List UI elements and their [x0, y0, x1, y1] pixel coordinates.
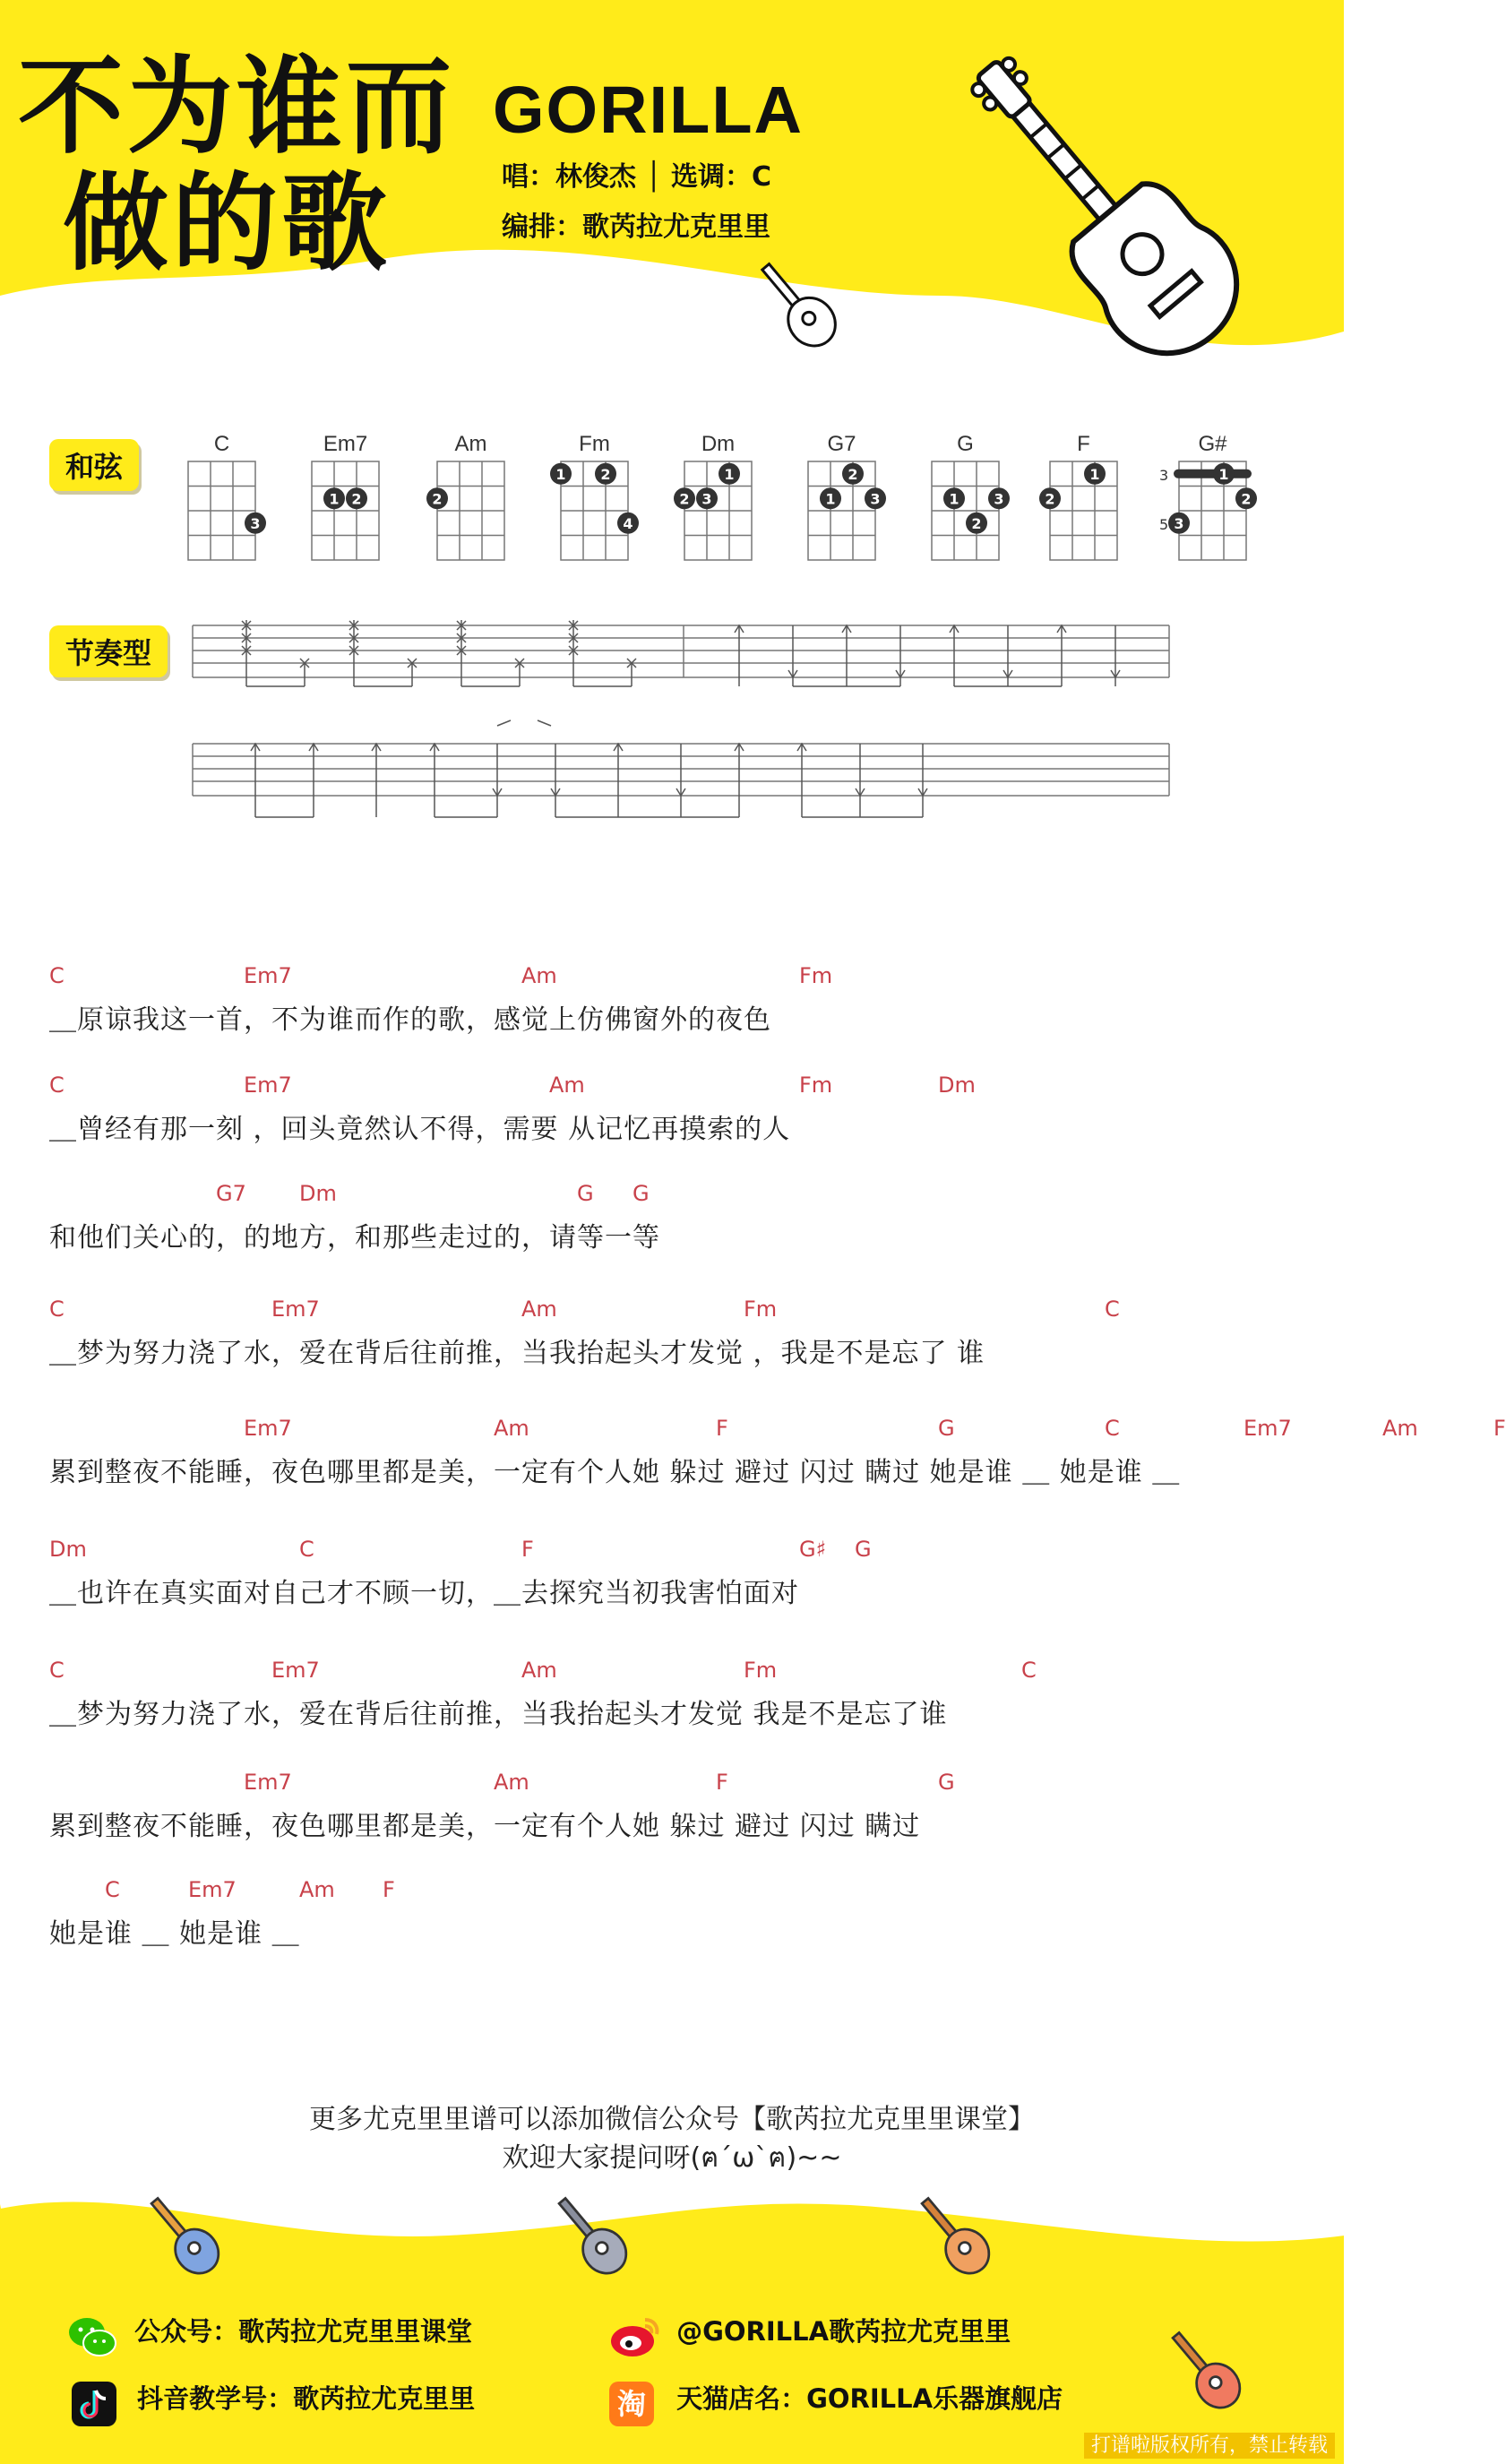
brand-name: GORILLA [493, 73, 804, 147]
chord-marker: Am [549, 1073, 585, 1098]
chord-marker: Em7 [271, 1658, 320, 1683]
brand-logo [493, 72, 804, 148]
finger-number: 3 [250, 514, 261, 532]
lyric-line [49, 1770, 1321, 1841]
lyric-line [49, 963, 1321, 1035]
lyric-text: 她是谁 ＿ 她是谁 ＿ [49, 1918, 300, 1950]
finger-number: 1 [949, 490, 960, 508]
finger-number: 2 [848, 465, 858, 483]
chord-g7 [808, 432, 886, 560]
chord-marker: G [855, 1537, 872, 1562]
finger-number: 3 [1174, 514, 1184, 532]
chord-marker: Fm [744, 1658, 778, 1683]
finger-number: 1 [724, 465, 735, 483]
chord-name: G [957, 432, 974, 456]
rhythm-section-label: 节奏型 [49, 625, 168, 677]
chord-marker: Am [1382, 1416, 1418, 1441]
chord-marker: Am [494, 1416, 529, 1441]
blue-ukulele-icon [134, 2186, 233, 2285]
finger-number: 3 [994, 490, 1004, 508]
rhythm-notation [0, 609, 1344, 842]
chord-marker: Am [521, 1658, 557, 1683]
fret-number: 5 [1159, 515, 1169, 533]
chord-marker: Am [521, 1297, 557, 1322]
chord-fm [550, 432, 639, 560]
chord-marker: Fm [799, 1073, 833, 1098]
chord-marker: G [633, 1181, 650, 1206]
finger-number: 2 [679, 490, 690, 508]
finger-number: 1 [1218, 465, 1229, 483]
wechat-label: 公众号：歌芮拉尤克里里课堂 [134, 2316, 473, 2347]
chord-c [188, 432, 266, 560]
chord-em7 [312, 432, 379, 560]
chord-marker: Em7 [271, 1297, 320, 1322]
wechat-icon [67, 2314, 117, 2359]
lyric-text: ＿原谅我这一首，不为谁而作的歌，感觉上仿佛窗外的夜色 [49, 1004, 771, 1036]
chord-marker: F [1493, 1416, 1506, 1441]
taobao-icon: 淘 [609, 2382, 654, 2426]
chord-marker: C [49, 1658, 65, 1683]
chord-diagrams [0, 426, 1344, 578]
fret-number: 3 [1159, 466, 1169, 484]
lyric-line [49, 1877, 1321, 1949]
chord-marker: G♯ [799, 1537, 827, 1562]
lyric-text: ＿也许在真实面对自己才不顾一切，＿去探究当初我害怕面对 [49, 1578, 799, 1609]
chord-marker: G7 [216, 1181, 246, 1206]
chord-name: Em7 [323, 432, 368, 456]
chord-marker: Fm [744, 1297, 778, 1322]
chord-marker: C [49, 963, 65, 988]
lyric-text: 和他们关心的，的地方，和那些走过的，请等一等 [49, 1222, 660, 1254]
chord-name: F [1077, 432, 1090, 456]
chord-marker: C [105, 1877, 120, 1902]
guitar-illustration-icon [914, 18, 1290, 394]
chord-marker: Dm [49, 1537, 87, 1562]
chord-marker: Am [299, 1877, 335, 1902]
finger-number: 2 [600, 465, 611, 483]
lyric-line [49, 1658, 1321, 1729]
chord-marker: G [577, 1181, 594, 1206]
finger-number: 2 [971, 514, 982, 532]
finger-number: 1 [825, 490, 836, 508]
small-ukulele-icon [744, 251, 851, 358]
song-title-line2: 做的歌 [63, 161, 392, 285]
grey-ukulele-icon [542, 2186, 641, 2285]
chord-name: G# [1198, 432, 1227, 456]
chord-f [1039, 432, 1117, 560]
tmall-contact [609, 2379, 1063, 2426]
weibo-icon [609, 2314, 661, 2359]
lyric-text: ＿梦为努力浇了水，爱在背后往前推，当我抬起头才发觉 ，我是不是忘了 谁 [49, 1338, 985, 1369]
chord-marker: Em7 [244, 963, 292, 988]
finger-number: 1 [329, 490, 340, 508]
chord-name: G7 [827, 432, 856, 456]
lyric-text: ＿梦为努力浇了水，爱在背后往前推，当我抬起头才发觉 我是不是忘了谁 [49, 1699, 948, 1730]
chord-marker: G [938, 1416, 955, 1441]
lyric-text: ＿曾经有那一刻 ，回头竟然认不得，需要 从记忆再摸索的人 [49, 1114, 791, 1145]
lyric-line [49, 1073, 1321, 1144]
song-title-line1: 不为谁而 [18, 45, 456, 168]
lyric-text: 累到整夜不能睡，夜色哪里都是美，一定有个人她 躲过 避过 闪过 瞒过 [49, 1811, 921, 1842]
chord-marker: C [49, 1073, 65, 1098]
chord-marker: C [299, 1537, 314, 1562]
weibo-label: @GORILLA歌芮拉尤克里里 [676, 2316, 1011, 2347]
douyin-label: 抖音教学号：歌芮拉尤克里里 [137, 2383, 476, 2414]
chord-marker: C [1105, 1297, 1120, 1322]
chord-g [932, 432, 1010, 560]
weibo-contact [609, 2312, 1011, 2359]
lyric-text: 累到整夜不能睡，夜色哪里都是美，一定有个人她 躲过 避过 闪过 瞒过 她是谁 ＿ 她是谁 ＿ [49, 1457, 1181, 1488]
chord-marker: Em7 [1244, 1416, 1292, 1441]
chord-marker: Fm [799, 963, 833, 988]
chord-marker: Am [521, 963, 557, 988]
orange-ukulele-icon [905, 2186, 1003, 2285]
chord-marker: Em7 [244, 1073, 292, 1098]
finger-number: 4 [623, 514, 633, 532]
footer-invite-text: 更多尤克里里谱可以添加微信公众号【歌芮拉尤克里里课堂】 [309, 2104, 1035, 2135]
chord-name: Am [454, 432, 487, 456]
chord-dm [674, 432, 752, 560]
finger-number: 1 [1089, 465, 1100, 483]
chord-name: Dm [701, 432, 736, 456]
chord-gsharp [1159, 432, 1257, 560]
chord-marker: Dm [938, 1073, 976, 1098]
finger-number: 1 [555, 465, 566, 483]
lyric-line [49, 1537, 1321, 1608]
chord-marker: F [716, 1416, 728, 1441]
finger-number: 3 [701, 490, 712, 508]
chord-marker: Em7 [244, 1770, 292, 1795]
lyric-line [49, 1181, 1321, 1253]
chord-marker: C [1105, 1416, 1120, 1441]
copyright-notice [0, 2430, 1335, 2457]
chord-name: Fm [579, 432, 610, 456]
chord-marker: Em7 [188, 1877, 237, 1902]
tmall-label: 天猫店名：GORILLA乐器旗舰店 [676, 2383, 1063, 2414]
finger-number: 2 [1241, 490, 1252, 508]
lyric-line [49, 1416, 1506, 1488]
chord-am [426, 432, 504, 560]
chord-marker: F [383, 1877, 395, 1902]
chord-marker: F [521, 1537, 534, 1562]
finger-number: 2 [1045, 490, 1055, 508]
copyright-text: 打谱啦版权所有，禁止转载 [1084, 2433, 1335, 2459]
red-ukulele-icon [1156, 2321, 1254, 2419]
singer-key-info: 唱：林俊杰 │ 选调：C [502, 161, 771, 193]
lyric-line [49, 1297, 1321, 1368]
chord-marker: Dm [299, 1181, 337, 1206]
finger-number: 2 [351, 490, 362, 508]
wechat-contact [67, 2312, 472, 2359]
chord-marker: C [1021, 1658, 1037, 1683]
chord-marker: C [49, 1297, 65, 1322]
chord-marker: F [716, 1770, 728, 1795]
chord-diagram-svg [0, 426, 1344, 578]
chords-section-label: 和弦 [49, 439, 139, 491]
footer-welcome-text: 欢迎大家提问呀(ฅ´ω`ฅ)~~ [502, 2142, 842, 2174]
finger-number: 2 [432, 490, 443, 508]
lyrics-sheet [0, 963, 1506, 1976]
douyin-icon [72, 2382, 116, 2426]
finger-number: 3 [870, 490, 881, 508]
douyin-contact [72, 2379, 475, 2426]
arranger-info: 编排：歌芮拉尤克里里 [502, 211, 770, 243]
chord-marker: G [938, 1770, 955, 1795]
chord-marker: Am [494, 1770, 529, 1795]
chord-name: C [213, 432, 230, 456]
chord-marker: Em7 [244, 1416, 292, 1441]
